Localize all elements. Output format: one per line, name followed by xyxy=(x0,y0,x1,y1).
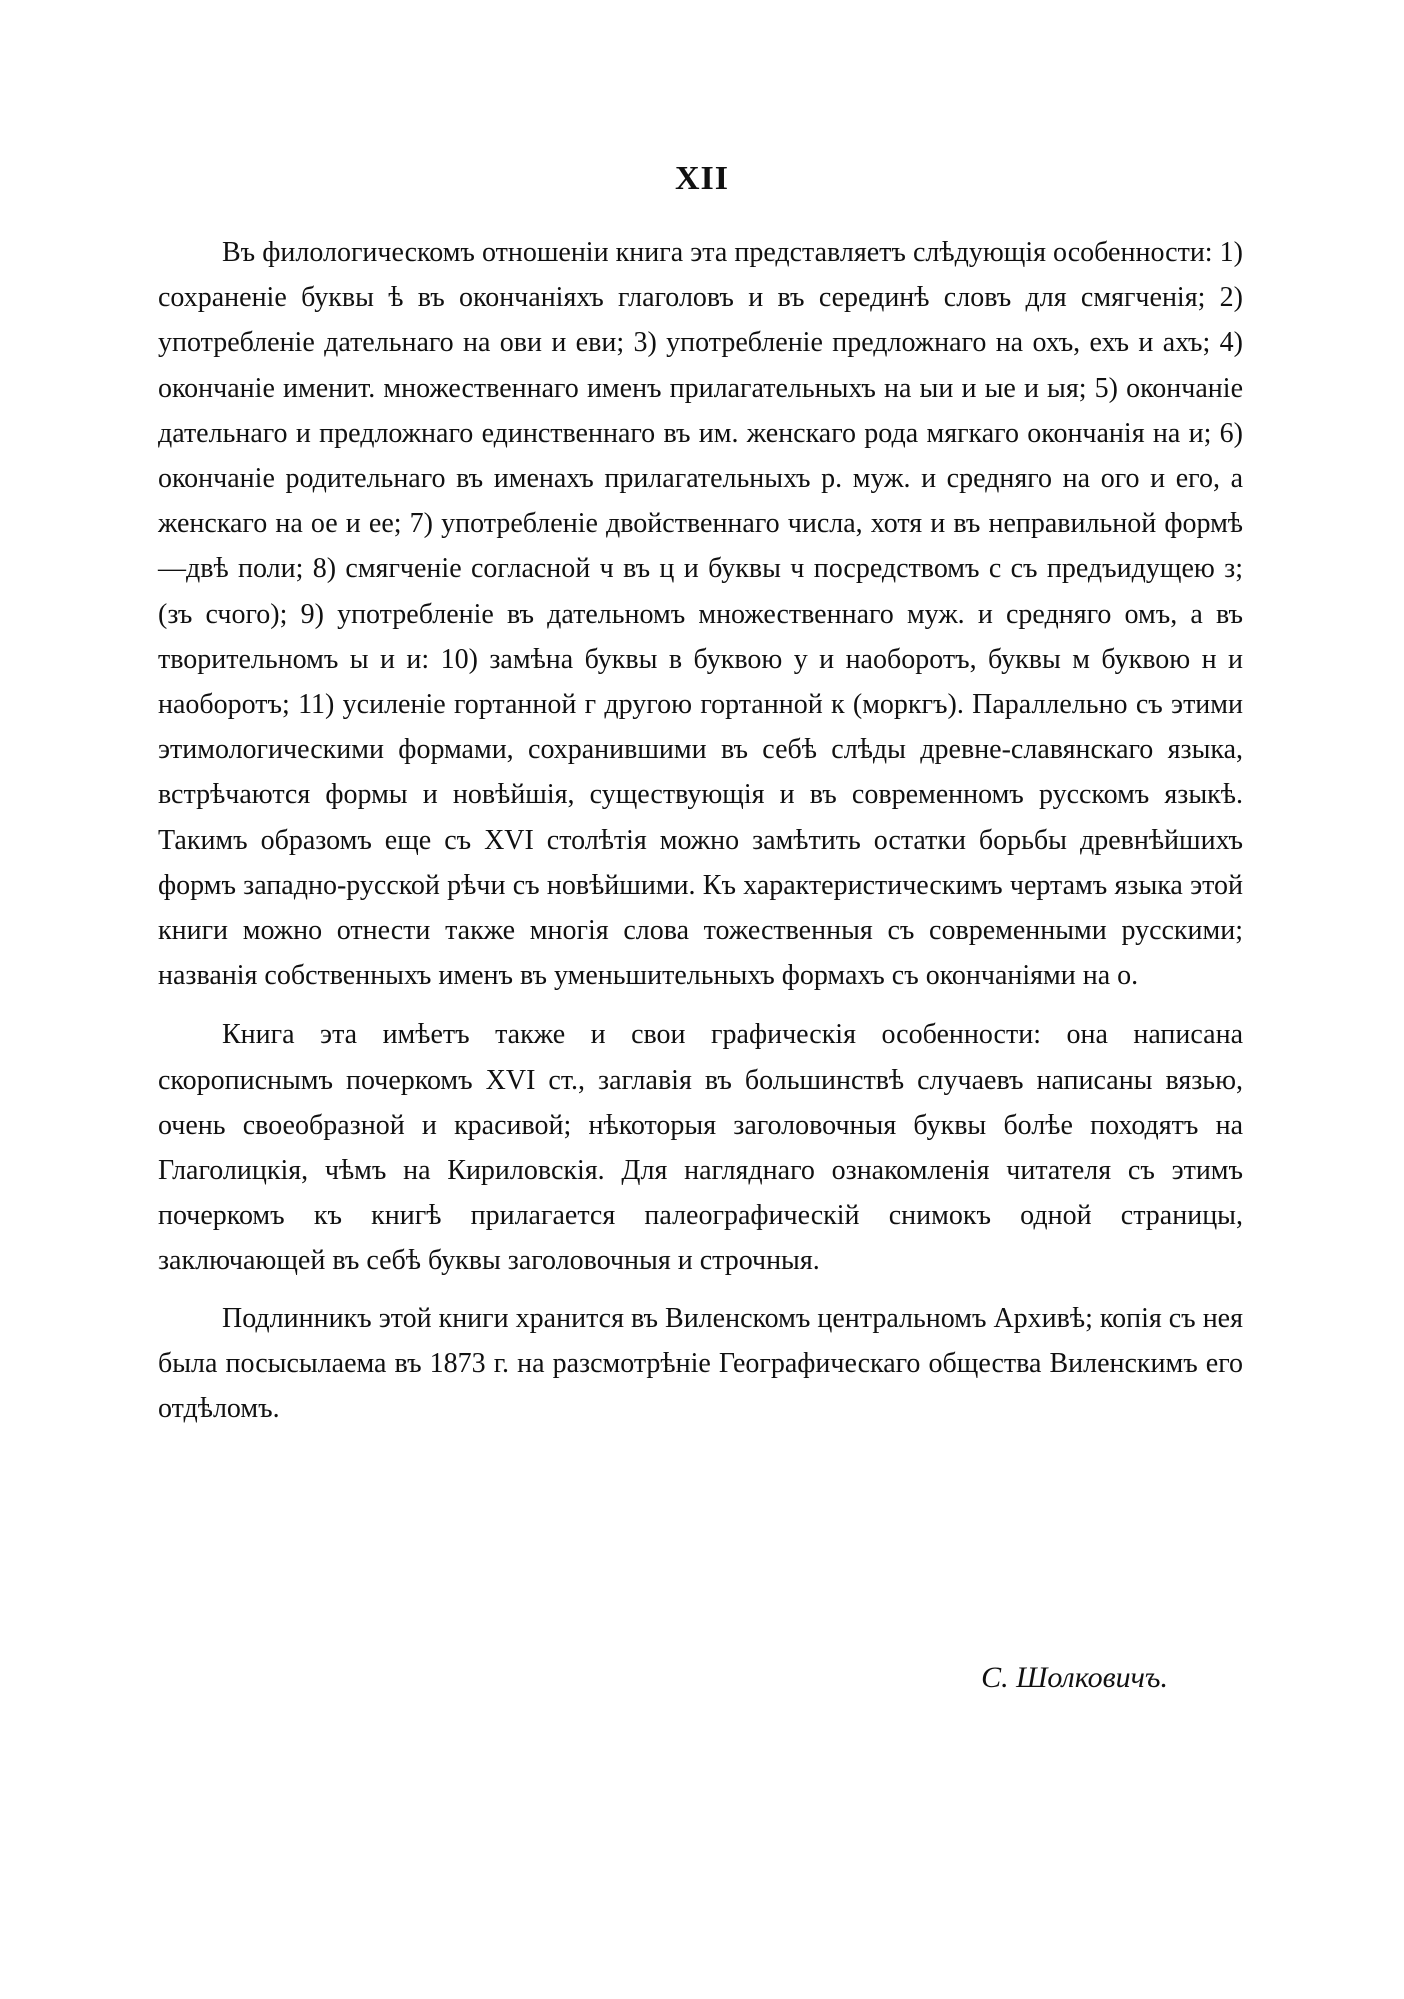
body-text xyxy=(158,230,1243,1431)
paragraph-philological-features: Въ филологическомъ отношеніи книга эта представляетъ слѣдующія особенности: 1) сохраненіе буквы ѣ въ окончаніяхъ глаголовъ и въ серединѣ словъ для смягченія; 2) употребленіе дательнаго на ови и еви; 3) употребленіе предложнаго на охъ, ехъ и ахъ; 4) окончаніе именит. множественнаго именъ прилагательныхъ на ыи и ые и ыя; 5) окончаніе дательнаго и предложнаго единственнаго въ им. женскаго рода мягкаго окончанія на и; 6) окончаніе родительнаго въ именахъ прилагательныхъ р. муж. и средняго на ого и его, а женскаго на ое и ее; 7) употребленіе двойственнаго числа, хотя и въ неправильной формѣ—двѣ поли; 8) смягченіе согласной ч въ ц и буквы ч посредствомъ с съ предъидущею з; (зъ счого); 9) употребленіе въ дательномъ множественнаго муж. и средняго омъ, а въ творительномъ ы и и: 10) замѣна буквы в буквою у и наоборотъ, буквы м буквою н и наоборотъ; 11) усиленіе гортанной г другою гортанной к (моркгъ). Параллельно съ этими этимологическими формами, сохранившими въ себѣ слѣды древне-славянскаго языка, встрѣчаются формы и новѣйшія, существующія и въ современномъ русскомъ языкѣ. Такимъ образомъ еще съ XVI столѣтія можно замѣтить остатки борьбы древнѣйшихъ формъ западно-русской рѣчи съ новѣйшими. Къ характеристическимъ чертамъ языка этой книги можно отнести также многія слова тожественныя съ современными русскими; названія собственныхъ именъ въ уменьшительныхъ формахъ съ окончаніями на о. xyxy=(158,237,1243,992)
page-number: XII xyxy=(674,160,730,197)
paragraph-original-location: Подлинникъ этой книги хранится въ Виленскомъ центральномъ Архивѣ; копія съ нея была посысылаема въ 1873 г. на разсмотрѣніе Географическаго общества Виленскимъ его отдѣломъ. xyxy=(158,1302,1243,1425)
author-signature: С. Шолковичъ. xyxy=(981,1661,1168,1694)
paragraph-graphic-features: Книга эта имѣетъ также и свои графическія особенности: она написана скорописнымъ почеркомъ XVI ст., заглавія въ большинствѣ случаевъ написаны вязью, очень своеобразной и красивой; нѣкоторыя заголовочныя буквы болѣе походятъ на Глаголицкія, чѣмъ на Кириловскія. Для нагляднаго ознакомленія читателя съ этимъ почеркомъ къ книгѣ прилагается палеографическій снимокъ одной страницы, заключающей въ себѣ буквы заголовочныя и строчныя. xyxy=(158,1019,1243,1277)
